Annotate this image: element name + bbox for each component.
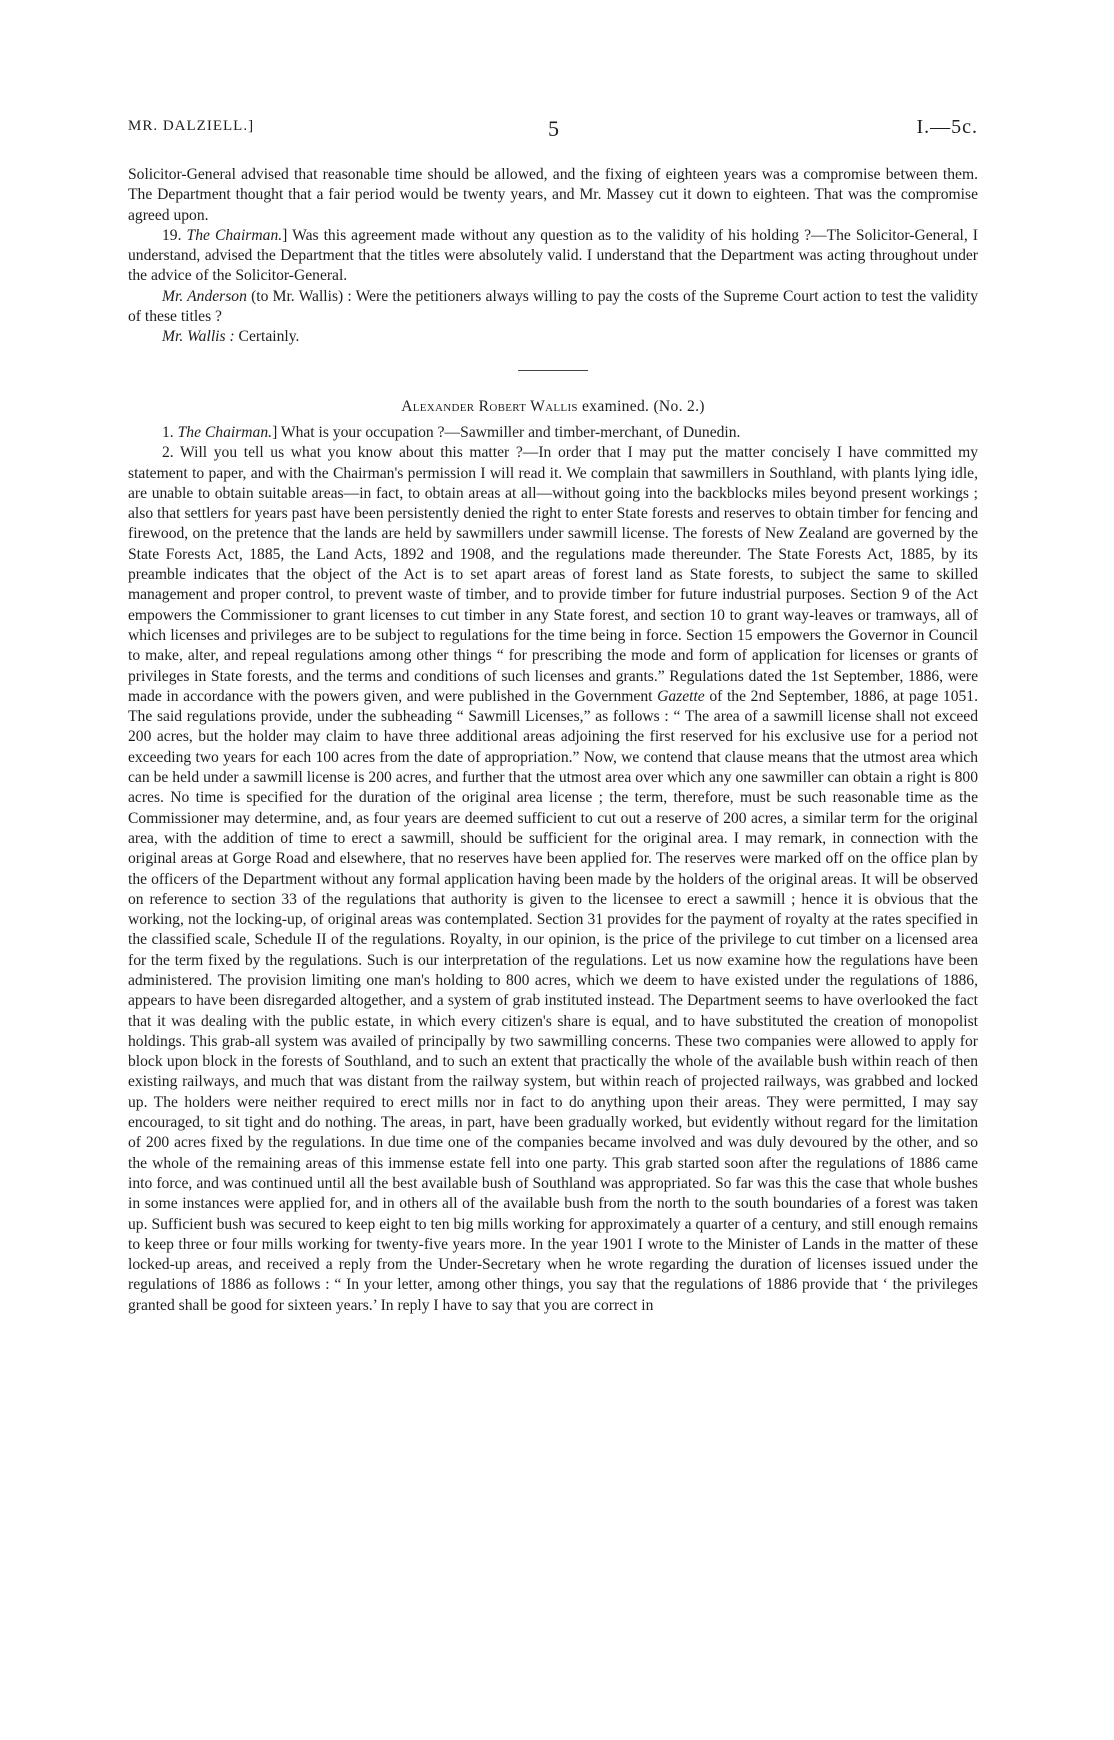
witness-name: Alexander Robert Wallis xyxy=(401,397,578,415)
speaker-name: The Chairman. xyxy=(186,226,283,244)
statement-text-part-a: Will you tell us what you know about this matter ?—In order that I may put the matter concisely I have committed my statement to paper, and with the Chairman's permission I will read it. We complain that sawmillers in Southland, with plants lying idle, are unable to obtain suitable areas—in fact, to obtain areas at all—without going into the backblocks miles beyond present workings ; also that settlers for years past have been persistently denied the right to enter State forests and reserves to obtain timber for fencing and firewood, on the pretence that the lands are held by sawmillers under sawmill license. The forests of New Zealand are governed by the State Forests Act, 1885, the Land Acts, 1892 and 1908, and the regulations made thereunder. The State Forests Act, 1885, by its preamble indicates that the object of the Act is to set apart areas of forest land as State forests, to subject the same to skilled management and proper control, to prevent waste of timber, and to provide timber for future industrial purposes. Section 9 of the Act empowers the Commissioner to grant licenses to cut timber in any State forest, and section 10 to grant way-leaves or tramways, all of which licenses and privileges are to be subject to regulations for the time being in force. Section 15 empowers the Governor in Council to make, alter, and repeal regulations among other things “ for prescribing the mode and form of application for licenses or grants of privileges in State forests, and the terms and conditions of such licenses and grants.” Regulations dated the 1st September, 1886, were made in accordance with the powers given, and were published in the Government xyxy=(128,444,978,705)
question-1 xyxy=(128,423,978,443)
question-number: 1. xyxy=(162,423,174,441)
witness-heading-tail: examined. (No. 2.) xyxy=(577,397,705,415)
statement-text-part-b: of the 2nd September, 1886, at page 1051. The said regulations provide, under the subheading “ Sawmill Licenses,” as follows : “ The area of a sawmill license shall not exceed 200 acres, but the holder may claim to have three additional areas adjoining the first reserved for his exclusive use for a period not exceeding two years for each 100 acres from the date of appropriation.” Now, we contend that clause means that the utmost area which can be held under a sawmill license is 200 acres, and further that the utmost area over which any one sawmiller can obtain a right is 800 acres. No time is specified for the duration of the original area license ; the term, therefore, must be such reasonable time as the Commissioner may determine, and, as four years are deemed sufficient to cut out a reserve of 200 acres, a similar term for the original area, with the addition of time to erect a sawmill, should be sufficient for the original area. I may remark, in connection with the original areas at Gorge Road and elsewhere, that no reserves have been applied for. The reserves were marked off on the office plan by the officers of the Department without any formal application having been made by the holders of the original areas. It will be observed on reference to section 33 of the regulations that authority is given to the licensee to erect a sawmill ; hence it is obvious that the working, not the locking-up, of original areas was contemplated. Section 31 provides for the payment of royalty at the rates specified in the classified scale, Schedule II of the regulations. Royalty, in our opinion, is the price of the privilege to cut timber on a licensed area for the term fixed by the regulations. Such is our interpretation of the regulations. Let us now examine how the regulations have been administered. The provision limiting one man's holding to 800 acres, which we deem to have existed under the regulations of 1886, appears to have been disregarded altogether, and a system of grab instituted instead. The Department seems to have overlooked the fact that it was dealing with the public estate, in which every citizen's share is equal, and to have substituted the creation of monopolist holdings. This grab-all system was availed of principally by two sawmilling concerns. These two companies were allowed to apply for block upon block in the forests of Southland, and to such an extent that practically the whole of the available bush within reach of then existing railways, and much that was distant from the railway system, but within reach of projected railways, was grabbed and locked up. The holders were neither required to erect mills nor in fact to do anything upon their areas. They were permitted, I may say encouraged, to sit tight and do nothing. The areas, in part, have been gradually worked, but evidently without regard for the limitation of 200 acres fixed by the regulations. In due time one of the companies became involved and was duly devoured by the other, and so the whole of the remaining areas of this immense estate fell into one party. This grab started soon after the regulations of 1886 came into force, and was continued until all the best available bush of Southland was appropriated. So far was this the case that whole bushes in some instances were applied for, and in others all of the available bush from the north to the south boundaries of a forest was taken up. Sufficient bush was secured to keep eight to ten big mills working for approximately a quarter of a century, and still enough remains to keep three or four mills working for twenty-five years more. In the year 1901 I wrote to the Minister of Lands in the matter of these locked-up areas, and received a reply from the Under-Secretary when he wrote regarding the duration of licenses issued under the regulations of 1886 as follows : “ In your letter, among other things, you say that the regulations of 1886 provide that ‘ the privileges granted shall be good for sixteen years.’ In reply I have to say that you are correct in xyxy=(128,687,978,1314)
speaker-name: Mr. Wallis : xyxy=(162,328,235,346)
page-number: 5 xyxy=(548,116,559,141)
gazette-title: Gazette xyxy=(657,687,705,705)
wallis-reply xyxy=(128,327,978,347)
question-19 xyxy=(128,226,978,287)
page-header xyxy=(128,116,978,140)
question-text: ] What is your occupation ?—Sawmiller and timber-merchant, of Dunedin. xyxy=(272,423,741,441)
question-number: 2. xyxy=(162,444,174,462)
header-witness-name: MR. DALZIELL.] xyxy=(128,118,255,134)
speaker-name: Mr. Anderson xyxy=(162,287,247,305)
witness-heading xyxy=(128,397,978,417)
question-text: (to Mr. Wallis) : Were the petitioners always willing to pay the costs of the Supreme Court action to test the validity of these titles ? xyxy=(128,287,978,326)
speaker-name: The Chairman. xyxy=(177,423,273,441)
anderson-question xyxy=(128,287,978,328)
section-divider xyxy=(518,370,588,371)
answer-text: Certainly. xyxy=(234,328,300,346)
question-text: ] Was this agreement made without any question as to the validity of his holding ?—The Solicitor-General, I understand, advised the Department that the titles were absolutely valid. I understand that the Department was acting throughout under the advice of the Solicitor-General. xyxy=(128,226,978,285)
question-number: 19. xyxy=(162,226,182,244)
document-reference: I.—5c. xyxy=(916,116,978,138)
document-body xyxy=(128,165,978,1316)
continuation-paragraph: Solicitor-General advised that reasonable time should be allowed, and the fixing of eighteen years was a compromise between them. The Department thought that a fair period would be twenty years, and Mr. Massey cut it down to eighteen. That was the compromise agreed upon. xyxy=(128,166,978,224)
question-2 xyxy=(128,443,978,1316)
